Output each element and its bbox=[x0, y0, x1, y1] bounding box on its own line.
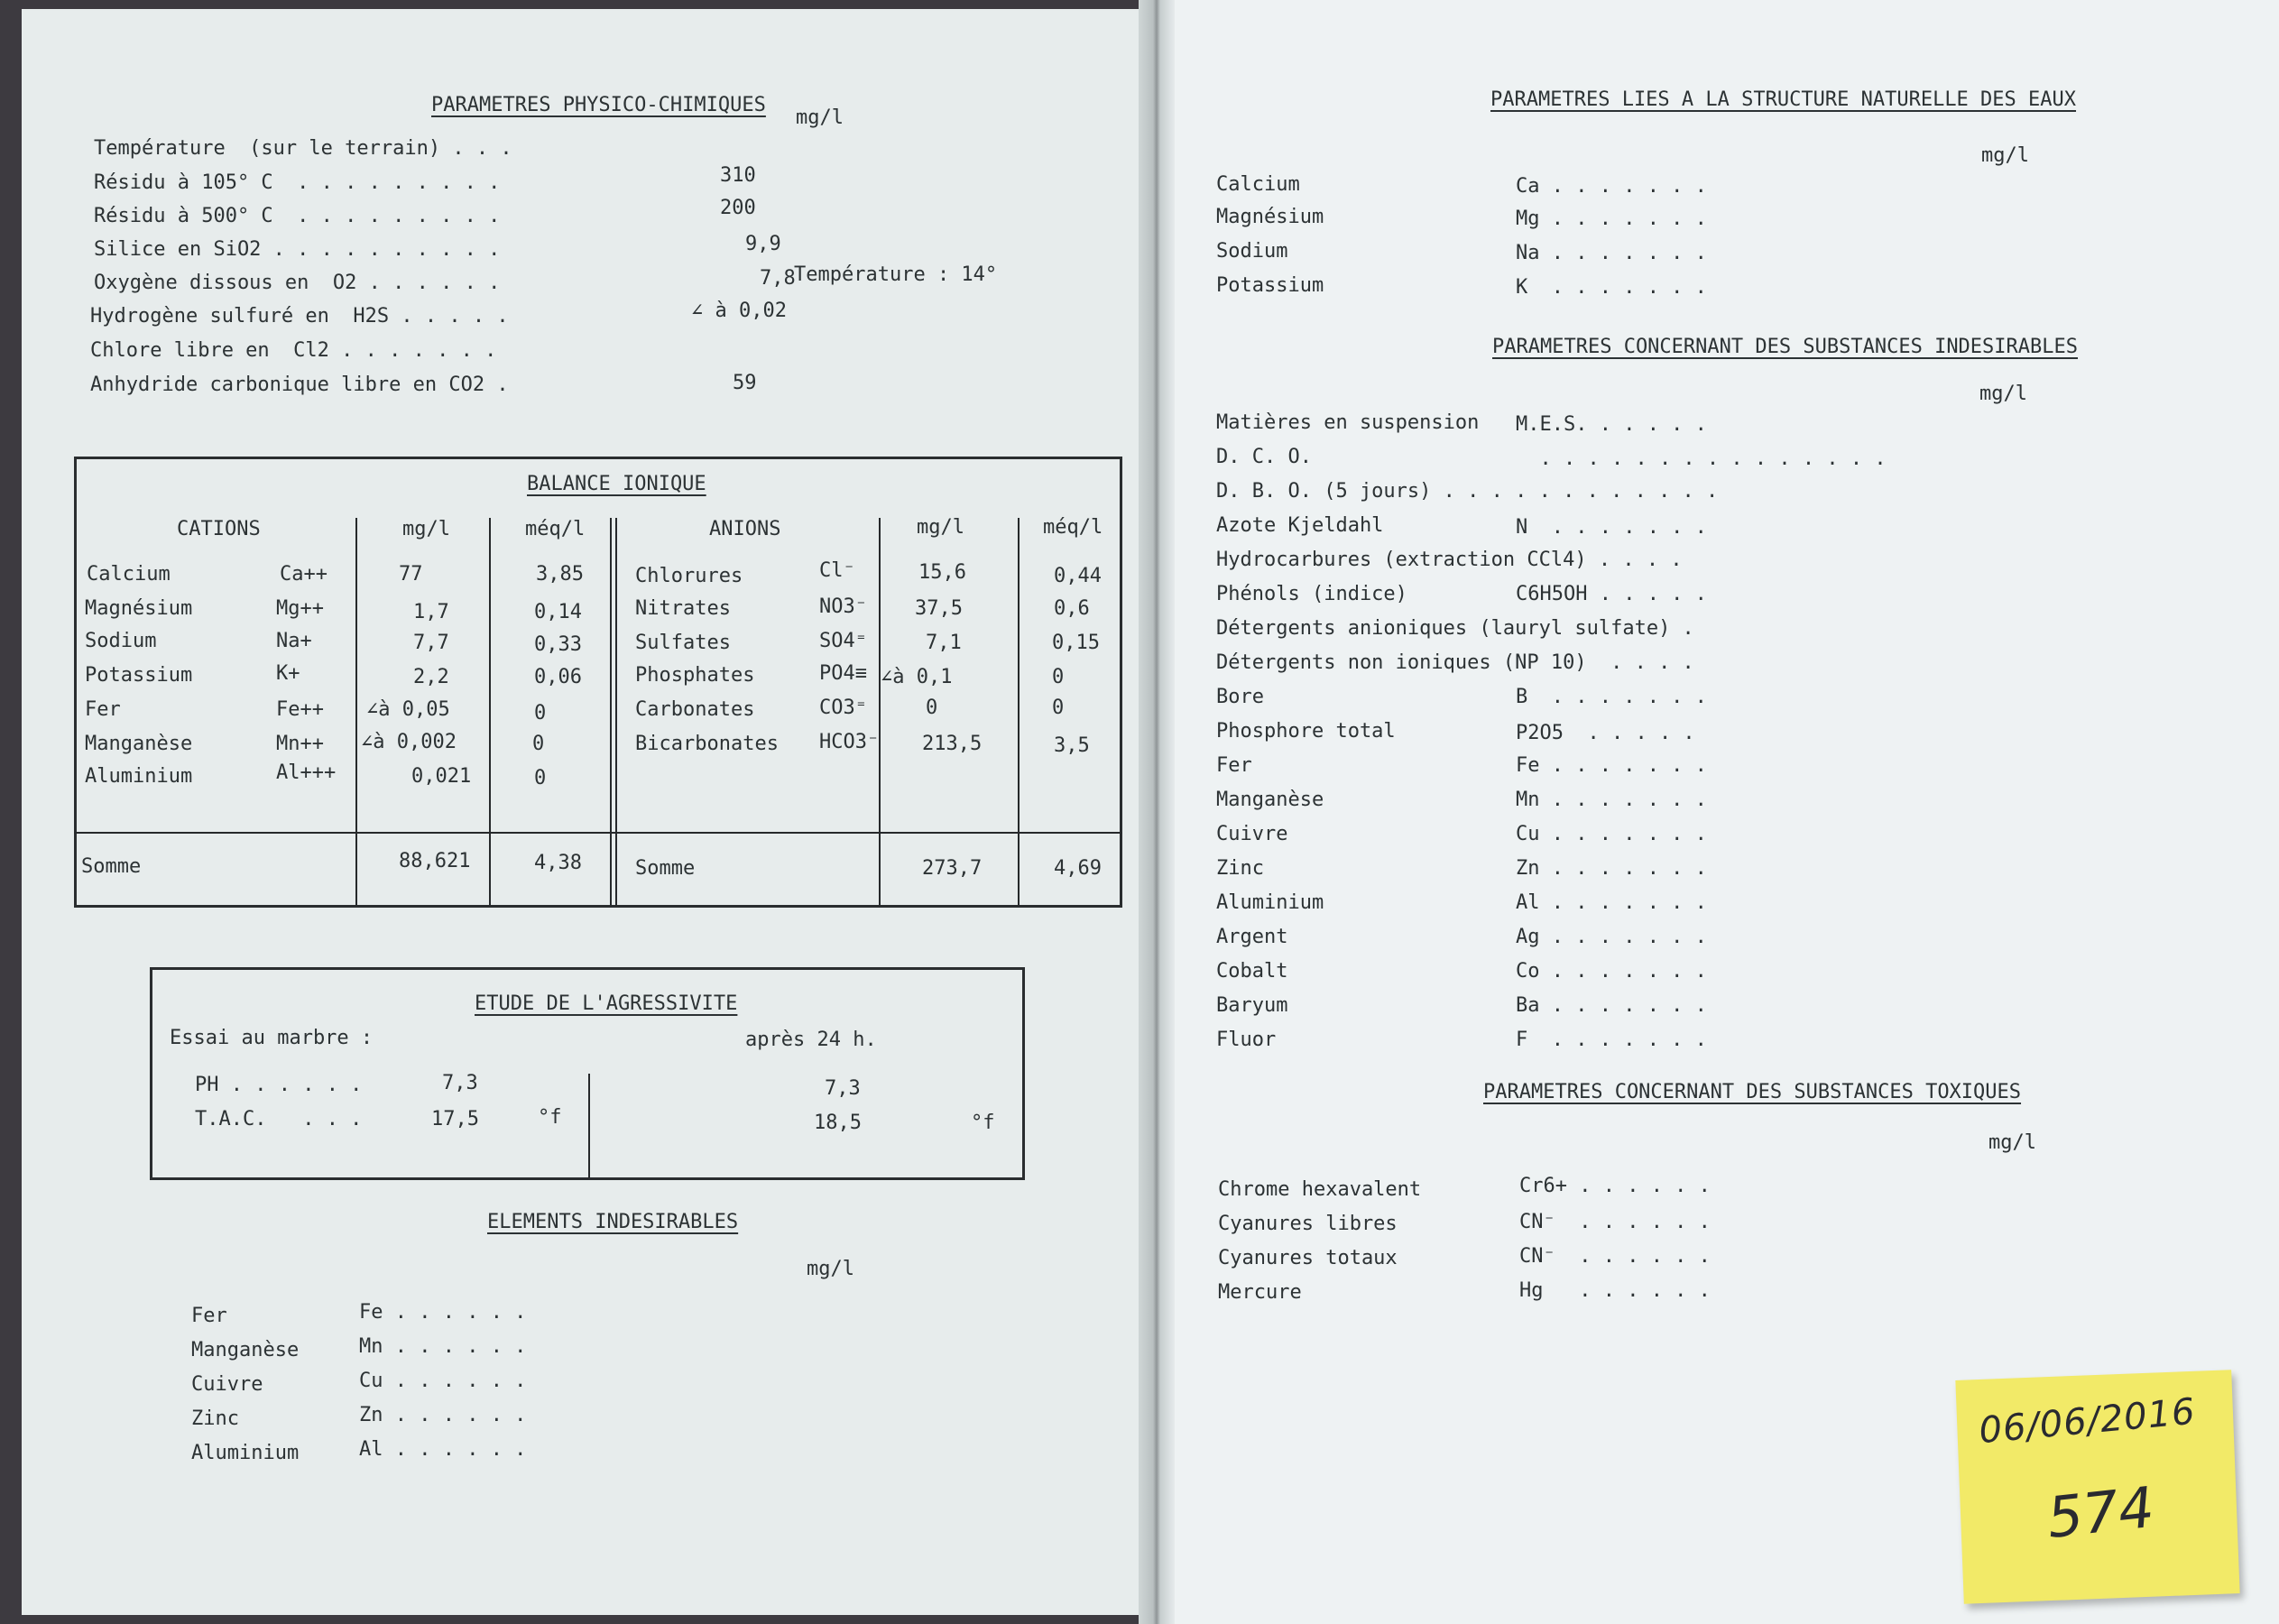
structure-symbol: K . . . . . . . bbox=[1516, 276, 1707, 299]
anion-mg: 213,5 bbox=[922, 733, 983, 755]
indesirable-symbol: F . . . . . . . bbox=[1516, 1029, 1707, 1051]
anions-header: ANIONS bbox=[709, 518, 781, 540]
anion-name: Sulfates bbox=[635, 632, 731, 654]
cations-meq-header: méq/l bbox=[525, 518, 586, 540]
cation-mg: 7,7 bbox=[413, 632, 449, 654]
indesirable-symbol: N . . . . . . . bbox=[1516, 516, 1707, 539]
anion-mg: 37,5 bbox=[915, 597, 963, 620]
physico-row-value: 59 bbox=[733, 372, 757, 394]
element-symbol: Al . . . . . . bbox=[359, 1438, 527, 1461]
anion-ion: SO4⁼ bbox=[819, 630, 867, 652]
cations-header: CATIONS bbox=[177, 518, 261, 540]
anion-mg: 7,1 bbox=[926, 632, 962, 654]
cation-name: Manganèse bbox=[85, 733, 193, 755]
physico-row-label: Silice en SiO2 . . . . . . . . . . bbox=[94, 238, 501, 261]
cation-name: Sodium bbox=[85, 630, 157, 652]
indesirable-name: Hydrocarbures (extraction CCl4) . . . . bbox=[1216, 549, 1683, 571]
indesirable-symbol: Ba . . . . . . . bbox=[1516, 994, 1707, 1017]
indesirable-name: Azote Kjeldahl bbox=[1216, 514, 1384, 537]
cation-mg: 0,021 bbox=[411, 765, 472, 788]
indesirable-symbol: Zn . . . . . . . bbox=[1516, 857, 1707, 880]
indesirable-name: Baryum bbox=[1216, 994, 1288, 1017]
anion-meq: 0,6 bbox=[1054, 597, 1090, 620]
physico-unit: mg/l bbox=[796, 106, 844, 129]
agressivite-after: 7,3 bbox=[825, 1077, 861, 1100]
agressivite-before-unit: °f bbox=[538, 1106, 562, 1129]
cation-meq: 0,33 bbox=[534, 633, 582, 656]
structure-title: PARAMETRES LIES A LA STRUCTURE NATURELLE DES EAUX bbox=[1490, 88, 2077, 111]
toxique-name: Cyanures libres bbox=[1218, 1213, 1398, 1235]
indesirable-symbol: Cu . . . . . . . bbox=[1516, 823, 1707, 845]
cation-meq: 0 bbox=[534, 702, 547, 724]
indesirable-symbol: P2O5 . . . . . bbox=[1516, 722, 1695, 744]
cation-name: Magnésium bbox=[85, 597, 193, 620]
cation-ion: Fe++ bbox=[276, 698, 324, 721]
structure-name: Potassium bbox=[1216, 274, 1324, 297]
element-symbol: Cu . . . . . . bbox=[359, 1370, 527, 1392]
anion-ion: HCO3⁻ bbox=[819, 731, 880, 753]
cation-ion: K+ bbox=[276, 662, 300, 685]
indesirable-symbol: M.E.S. . . . . . bbox=[1516, 413, 1707, 436]
toxique-symbol: Hg . . . . . . bbox=[1519, 1279, 1711, 1302]
anion-mg: ∠à 0,1 bbox=[881, 666, 953, 688]
anions-sum-mg: 273,7 bbox=[922, 857, 983, 880]
anion-name: Chlorures bbox=[635, 565, 743, 587]
physico-row-value: 200 bbox=[720, 197, 756, 219]
anion-name: Phosphates bbox=[635, 664, 755, 687]
cation-meq: 0 bbox=[534, 767, 547, 789]
cation-mg: ∠à 0,002 bbox=[361, 731, 457, 753]
element-name: Zinc bbox=[191, 1407, 239, 1430]
physico-row-label: Résidu à 105° C . . . . . . . . . bbox=[94, 171, 501, 194]
agressivite-before: 17,5 bbox=[431, 1108, 479, 1130]
structure-symbol: Mg . . . . . . . bbox=[1516, 208, 1707, 230]
structure-unit: mg/l bbox=[1981, 144, 2029, 167]
sticky-note-number: 574 bbox=[2044, 1473, 2158, 1552]
anion-meq: 0,44 bbox=[1054, 565, 1102, 587]
anion-meq: 0 bbox=[1052, 697, 1065, 719]
physico-row-label: Oxygène dissous en O2 . . . . . . bbox=[94, 272, 501, 294]
cation-name: Fer bbox=[85, 698, 121, 721]
cation-mg: 2,2 bbox=[413, 666, 449, 688]
indesirable-name: Manganèse bbox=[1216, 789, 1324, 811]
cation-meq: 3,85 bbox=[536, 563, 584, 586]
indesirable-name: D. C. O. bbox=[1216, 446, 1312, 468]
indesirable-symbol: Ag . . . . . . . bbox=[1516, 926, 1707, 948]
agressivite-row-label: PH . . . . . . bbox=[195, 1074, 363, 1096]
element-name: Fer bbox=[191, 1305, 227, 1327]
anion-meq: 0 bbox=[1052, 666, 1065, 688]
toxique-symbol: Cr6+ . . . . . . bbox=[1519, 1175, 1711, 1197]
indesirable-name: Détergents non ioniques (NP 10) . . . . bbox=[1216, 651, 1694, 674]
physico-row-value: 310 bbox=[720, 164, 756, 187]
anion-name: Carbonates bbox=[635, 698, 755, 721]
physico-row-label: Résidu à 500° C . . . . . . . . . bbox=[94, 205, 501, 227]
indesirable-name: Aluminium bbox=[1216, 891, 1324, 914]
toxique-name: Mercure bbox=[1218, 1281, 1302, 1304]
cation-ion: Mg++ bbox=[276, 597, 324, 620]
toxiques-unit: mg/l bbox=[1988, 1131, 2036, 1154]
sticky-note-date: 06/06/2016 bbox=[1977, 1390, 2198, 1453]
element-name: Manganèse bbox=[191, 1339, 300, 1361]
cation-name: Aluminium bbox=[85, 765, 193, 788]
indesirable-symbol: B . . . . . . . bbox=[1516, 686, 1707, 708]
physico-row-value: 9,9 bbox=[745, 233, 781, 255]
indesirable-name: Phosphore total bbox=[1216, 720, 1396, 743]
anion-name: Bicarbonates bbox=[635, 733, 779, 755]
anion-ion: NO3⁻ bbox=[819, 595, 867, 618]
cation-name: Calcium bbox=[87, 563, 171, 586]
element-symbol: Mn . . . . . . bbox=[359, 1335, 527, 1358]
anion-mg: 15,6 bbox=[918, 561, 966, 584]
cation-meq: 0,14 bbox=[534, 601, 582, 623]
structure-name: Sodium bbox=[1216, 240, 1288, 263]
cations-sum-label: Somme bbox=[81, 855, 142, 878]
anions-sum-meq: 4,69 bbox=[1054, 857, 1102, 880]
cation-mg: 1,7 bbox=[413, 601, 449, 623]
toxique-name: Cyanures totaux bbox=[1218, 1247, 1398, 1269]
temperature-note: Température : 14° bbox=[794, 263, 998, 286]
indesirable-symbol: Co . . . . . . . bbox=[1516, 960, 1707, 983]
indesirable-symbol: Al . . . . . . . bbox=[1516, 891, 1707, 914]
indesirable-name: D. B. O. (5 jours) . . . . . . . . . . . . bbox=[1216, 480, 1719, 503]
elements-title: ELEMENTS INDESIRABLES bbox=[487, 1211, 739, 1233]
element-symbol: Fe . . . . . . bbox=[359, 1301, 527, 1324]
indesirable-name: Cobalt bbox=[1216, 960, 1288, 983]
indesirable-symbol: C6H5OH . . . . . bbox=[1516, 583, 1707, 605]
structure-name: Calcium bbox=[1216, 173, 1300, 196]
anions-sum-label: Somme bbox=[635, 857, 696, 880]
anions-mg-header: mg/l bbox=[917, 516, 964, 539]
sticky-note bbox=[1955, 1370, 2239, 1604]
indesirable-symbol: . . . . . . . . . . . . . . . bbox=[1516, 448, 1887, 470]
cations-sum-mg: 88,621 bbox=[399, 850, 471, 872]
element-symbol: Zn . . . . . . bbox=[359, 1404, 527, 1426]
toxique-name: Chrome hexavalent bbox=[1218, 1178, 1422, 1201]
cation-mg: 77 bbox=[399, 563, 423, 586]
indesirable-name: Zinc bbox=[1216, 857, 1264, 880]
physico-row-label: Température (sur le terrain) . . . bbox=[94, 137, 512, 160]
physico-row-value: ∠ à 0,02 bbox=[691, 300, 787, 322]
toxiques-title: PARAMETRES CONCERNANT DES SUBSTANCES TOXIQUES bbox=[1483, 1081, 2022, 1103]
anions-meq-header: méq/l bbox=[1043, 516, 1103, 539]
anion-ion: PO4≡ bbox=[819, 662, 867, 685]
cation-ion: Al+++ bbox=[276, 761, 337, 784]
cation-name: Potassium bbox=[85, 664, 193, 687]
indesirable-symbol: Mn . . . . . . . bbox=[1516, 789, 1707, 811]
anion-ion: Cl⁻ bbox=[819, 559, 855, 582]
toxique-symbol: CN⁻ . . . . . . bbox=[1519, 1211, 1711, 1233]
cation-mg: ∠à 0,05 bbox=[366, 698, 450, 721]
indesirables-title: PARAMETRES CONCERNANT DES SUBSTANCES INDESIRABLES bbox=[1492, 336, 2079, 358]
cations-mg-header: mg/l bbox=[402, 518, 450, 540]
anion-meq: 3,5 bbox=[1054, 734, 1090, 757]
indesirable-name: Fluor bbox=[1216, 1029, 1277, 1051]
toxique-symbol: CN⁻ . . . . . . bbox=[1519, 1245, 1711, 1268]
agressivite-after: 18,5 bbox=[814, 1112, 862, 1134]
indesirable-name: Phénols (indice) bbox=[1216, 583, 1407, 605]
indesirables-unit: mg/l bbox=[1979, 383, 2027, 405]
anion-ion: CO3⁼ bbox=[819, 697, 867, 719]
anion-meq: 0,15 bbox=[1052, 632, 1100, 654]
agressivite-title: ETUDE DE L'AGRESSIVITE bbox=[475, 992, 738, 1015]
anion-mg: 0 bbox=[926, 697, 938, 719]
agressivite-test-label: Essai au marbre : bbox=[170, 1027, 374, 1049]
agressivite-after-label: après 24 h. bbox=[745, 1029, 877, 1051]
agressivite-before: 7,3 bbox=[442, 1072, 478, 1094]
element-name: Cuivre bbox=[191, 1373, 263, 1396]
physico-row-value: 7,8 bbox=[760, 267, 796, 290]
elements-unit: mg/l bbox=[807, 1258, 854, 1280]
physico-row-label: Chlore libre en Cl2 . . . . . . . bbox=[90, 339, 497, 362]
indesirable-name: Matières en suspension bbox=[1216, 411, 1480, 434]
indesirable-name: Fer bbox=[1216, 754, 1252, 777]
element-name: Aluminium bbox=[191, 1442, 300, 1464]
anion-name: Nitrates bbox=[635, 597, 731, 620]
structure-symbol: Na . . . . . . . bbox=[1516, 242, 1707, 264]
indesirable-name: Cuivre bbox=[1216, 823, 1288, 845]
agressivite-row-label: T.A.C. . . . bbox=[195, 1108, 363, 1130]
indesirable-name: Détergents anioniques (lauryl sulfate) . bbox=[1216, 617, 1694, 640]
cation-ion: Mn++ bbox=[276, 733, 324, 755]
physico-row-label: Anhydride carbonique libre en CO2 . bbox=[90, 374, 509, 396]
cation-meq: 0,06 bbox=[534, 666, 582, 688]
balance-title: BALANCE IONIQUE bbox=[527, 473, 706, 495]
indesirable-symbol: Fe . . . . . . . bbox=[1516, 754, 1707, 777]
physico-row-label: Hydrogène sulfuré en H2S . . . . . bbox=[90, 305, 509, 328]
structure-symbol: Ca . . . . . . . bbox=[1516, 175, 1707, 198]
page-fold bbox=[1139, 0, 1175, 1624]
cations-sum-meq: 4,38 bbox=[534, 852, 582, 874]
cation-ion: Na+ bbox=[276, 630, 312, 652]
cation-ion: Ca++ bbox=[280, 563, 328, 586]
agressivite-after-unit: °f bbox=[971, 1112, 995, 1134]
cation-meq: 0 bbox=[532, 733, 545, 755]
physico-title: PARAMETRES PHYSICO-CHIMIQUES bbox=[431, 94, 766, 116]
indesirable-name: Argent bbox=[1216, 926, 1288, 948]
structure-name: Magnésium bbox=[1216, 206, 1324, 228]
indesirable-name: Bore bbox=[1216, 686, 1264, 708]
